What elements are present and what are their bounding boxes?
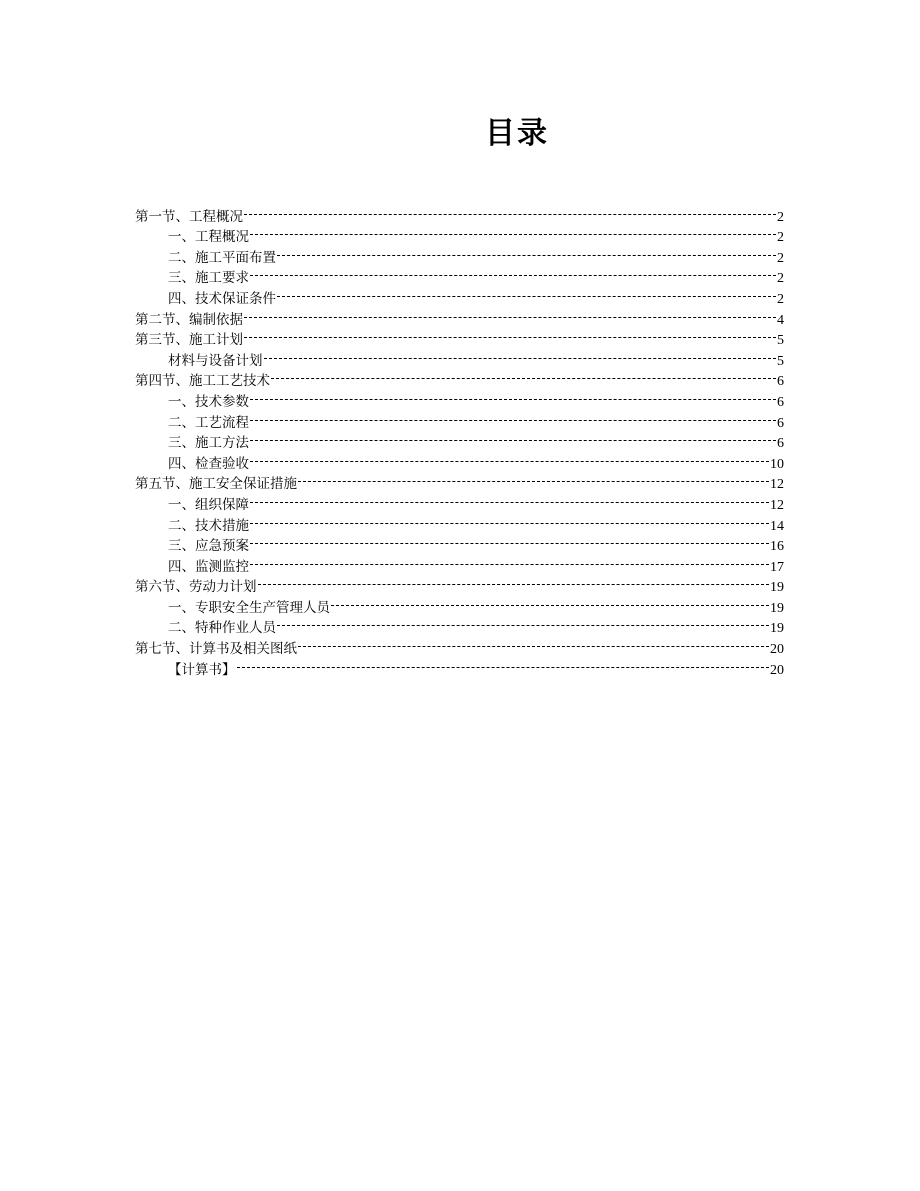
toc-entry-label: 二、施工平面布置 [168, 249, 276, 266]
toc-entry-label: 材料与设备计划 [168, 352, 263, 369]
toc-entry-label: 第二节、编制依据 [135, 311, 243, 328]
toc-leader [277, 612, 769, 633]
toc-entry-label: 第六节、劳动力计划 [135, 579, 257, 596]
toc-title: 目录 [485, 116, 549, 151]
toc-leader [250, 550, 769, 571]
toc-entry-label: 三、施工方法 [168, 435, 249, 452]
toc-entry-label: 一、组织保障 [168, 496, 249, 513]
toc-entry-page: 19 [770, 621, 784, 637]
toc-leader [298, 632, 769, 653]
toc-entry-label: 一、技术参数 [168, 393, 249, 410]
toc-entry-page: 20 [770, 642, 784, 658]
toc-leader [250, 221, 776, 242]
toc-leader [250, 509, 769, 530]
toc-entry-page: 10 [770, 456, 784, 472]
toc-entry-label: 【计算书】 [168, 661, 236, 678]
toc-entry-label: 第五节、施工安全保证措施 [135, 476, 297, 493]
toc-leader [250, 385, 776, 406]
toc-entry-page: 20 [770, 662, 784, 678]
toc-entry-page: 6 [777, 374, 784, 390]
toc-leader [250, 530, 769, 551]
toc-entry-page: 2 [777, 271, 784, 287]
toc-entry-page: 12 [770, 477, 784, 493]
toc-entry-page: 6 [777, 436, 784, 452]
toc-leader [258, 571, 770, 592]
toc-entry-label: 四、监测监控 [168, 558, 249, 575]
toc-entry[interactable] [135, 200, 784, 225]
toc-leader [250, 488, 769, 509]
toc-entry-label: 四、技术保证条件 [168, 290, 276, 307]
toc-entry-page: 2 [777, 230, 784, 246]
toc-entry-label: 三、应急预案 [168, 538, 249, 555]
toc-leader [277, 241, 776, 262]
toc-leader [264, 344, 777, 365]
toc-leader [250, 447, 769, 468]
toc-entry-label: 第一节、工程概况 [135, 208, 243, 225]
toc-entry-label: 第三节、施工计划 [135, 332, 243, 349]
toc-leader [244, 303, 776, 324]
toc-leader [331, 591, 769, 612]
toc-entry-label: 一、专职安全生产管理人员 [168, 599, 330, 616]
toc-entry-page: 6 [777, 415, 784, 431]
toc-entry-page: 6 [777, 394, 784, 410]
toc-entry-page: 12 [770, 497, 784, 513]
toc-entry-label: 三、施工要求 [168, 270, 249, 287]
toc-entry-label: 二、技术措施 [168, 517, 249, 534]
toc-entry-page: 14 [770, 518, 784, 534]
toc-leader [250, 406, 776, 427]
toc-entry-label: 二、特种作业人员 [168, 620, 276, 637]
toc-leader [250, 427, 776, 448]
toc-entry-label: 二、工艺流程 [168, 414, 249, 431]
toc-leader [250, 262, 776, 283]
toc-leader [271, 365, 776, 386]
toc-entry-page: 16 [770, 539, 784, 555]
toc-entry-page: 19 [770, 580, 784, 596]
toc-leader [244, 200, 776, 221]
toc-leader [244, 324, 776, 345]
toc-entry-page: 5 [777, 353, 784, 369]
toc-leader [298, 468, 769, 489]
toc-entry-page: 2 [777, 209, 784, 225]
toc-entry-page: 5 [777, 333, 784, 349]
toc-leader [237, 653, 770, 674]
toc-entry-page: 4 [777, 312, 784, 328]
toc-entry-page: 19 [770, 600, 784, 616]
toc-entry-page: 2 [777, 291, 784, 307]
toc-entry-label: 一、工程概况 [168, 229, 249, 246]
toc-leader [277, 282, 776, 303]
toc-entry-page: 2 [777, 250, 784, 266]
toc-list [135, 200, 784, 678]
toc-entry-label: 第七节、计算书及相关图纸 [135, 641, 297, 658]
toc-entry-page: 17 [770, 559, 784, 575]
toc-entry-label: 第四节、施工工艺技术 [135, 373, 270, 390]
toc-entry-label: 四、检查验收 [168, 455, 249, 472]
